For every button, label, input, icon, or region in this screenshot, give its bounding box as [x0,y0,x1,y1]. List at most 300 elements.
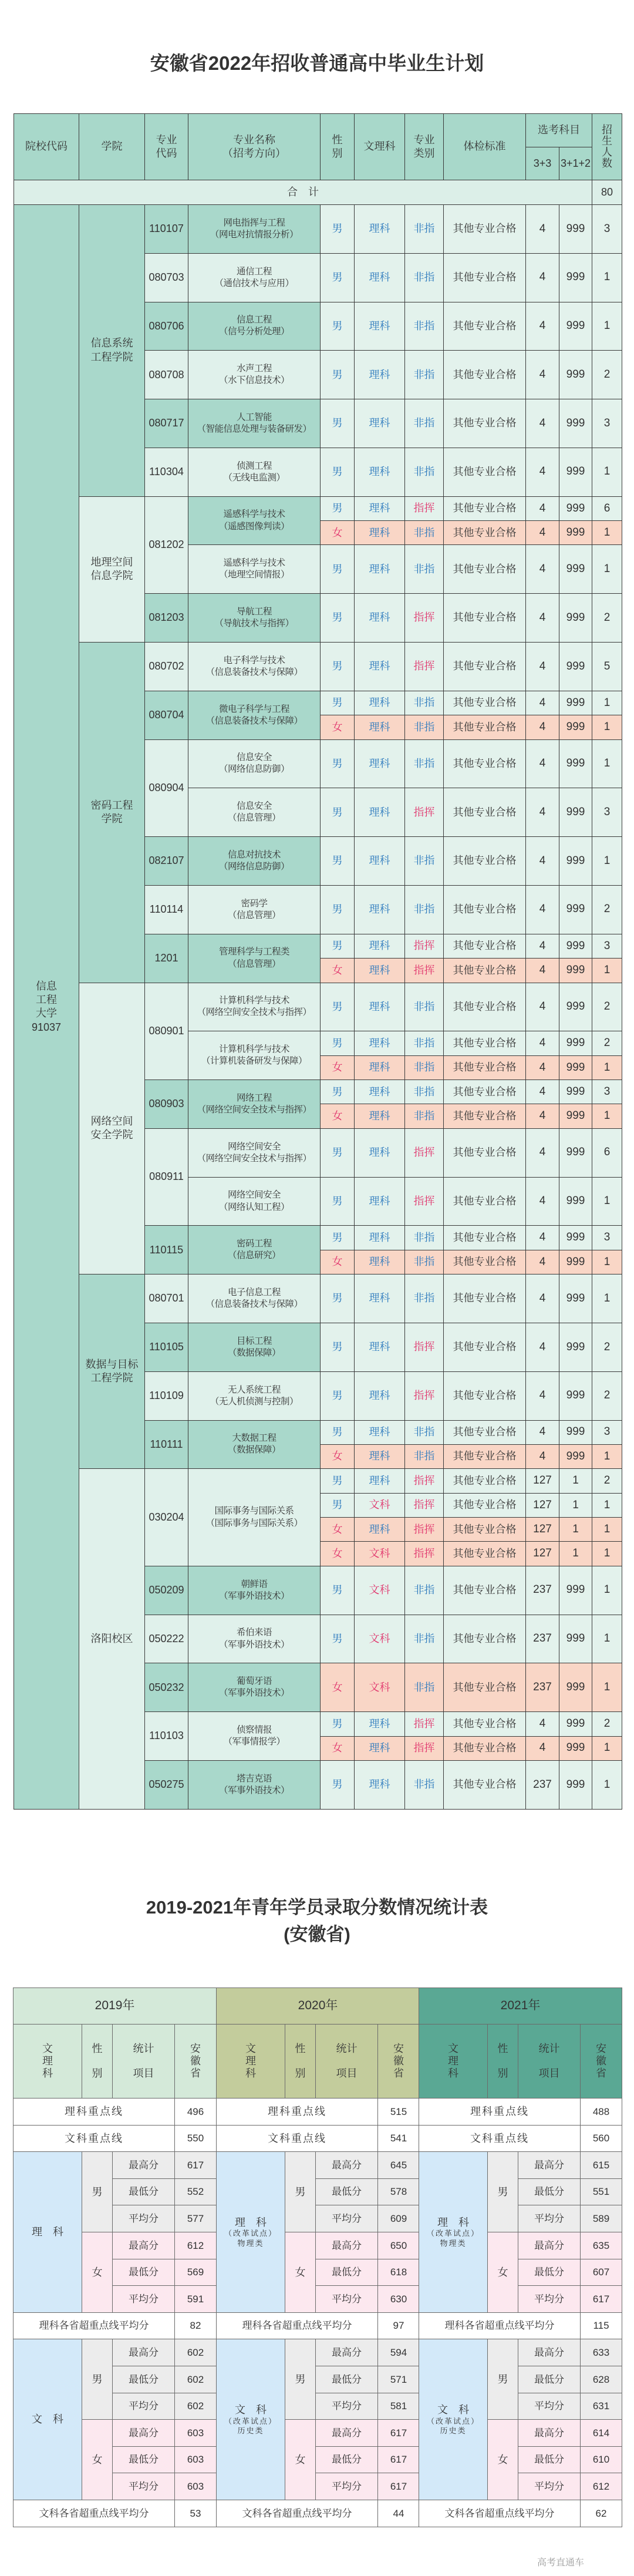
item-label: 最低分 [113,2178,175,2205]
count-cell: 5 [592,643,622,691]
sex-cell: 男 [321,253,355,302]
item-label: 最高分 [316,2339,378,2366]
major-name-cell: 网电指挥与工程 （网电对抗情报分析） [188,205,321,254]
major-code-cell: 080717 [145,399,188,448]
sex-cell: 女 [321,715,355,739]
score-value: 571 [378,2366,420,2393]
subject-cell: 理科 [355,983,405,1031]
type-cell: 指挥 [405,594,444,643]
count-cell: 1 [592,739,622,788]
count-cell: 1 [592,715,622,739]
sex-cell: 男 [321,691,355,715]
score-value: 617 [175,2152,217,2179]
score-value: 589 [581,2205,622,2232]
header-subject-text: 文理科 [245,2043,256,2079]
average-over-line-row [419,2312,622,2339]
major-code-cell: 081202 [145,496,188,594]
physical-cell: 其他专业合格 [444,1104,526,1128]
elective-3-3-cell: 237 [526,1566,559,1615]
elective-3-1-2-cell: 1 [559,1542,592,1566]
sex-cell: 男 [321,837,355,886]
major-name-cell: 计算机科学与技术 （网络空间安全技术与指挥） [188,983,321,1031]
subject-cell: 理科 [355,643,405,691]
score-value: 631 [581,2393,622,2420]
subject-cell [419,2339,488,2500]
type-cell: 指挥 [405,1542,444,1566]
subject-cell: 理科 [355,1323,405,1371]
average-over-line-row [14,2500,217,2527]
elective-3-3-cell: 4 [526,1444,559,1468]
subject-cell: 理科 [355,351,405,399]
subject-cell: 文科 [355,1542,405,1566]
subject-cell: 理科 [355,1274,405,1323]
item-label: 最低分 [316,2178,378,2205]
elective-3-3-cell: 127 [526,1542,559,1566]
major-name-cell: 遥感科学与技术 （地理空间情报） [188,545,321,594]
count-cell: 6 [592,1128,622,1177]
college-cell: 地理空间 信息学院 [79,496,145,642]
item-label: 最高分 [518,2339,581,2366]
major-name-cell: 信息安全 （网络信息防御） [188,739,321,788]
count-cell: 2 [592,1323,622,1371]
type-cell: 非指 [405,253,444,302]
elective-3-3-cell: 4 [526,959,559,983]
subject-cell [14,2339,82,2500]
average-over-line-value: 53 [175,2500,217,2527]
item-label: 最低分 [316,2259,378,2286]
elective-3-3-cell: 4 [526,837,559,886]
header-major-code: 专业 代码 [145,114,188,180]
type-cell: 指挥 [405,496,444,520]
physical-cell: 其他专业合格 [444,1080,526,1104]
average-over-line-value: 97 [378,2312,420,2339]
subject-cell: 理科 [355,253,405,302]
elective-3-1-2-cell: 999 [559,1080,592,1104]
major-code-cell: 050275 [145,1761,188,1810]
elective-3-1-2-cell: 999 [559,448,592,496]
score-value: 581 [378,2393,420,2420]
subject-note: （改革试点） 历史类 [224,2416,277,2435]
average-over-line-row [419,2500,622,2527]
score-value: 617 [378,2446,420,2473]
major-name-cell: 葡萄牙语 （军事外语技术） [188,1663,321,1712]
elective-3-3-cell: 4 [526,788,559,837]
sex-cell: 男 [321,1493,355,1517]
subject-label: 理 科 [235,2216,267,2228]
elective-3-1-2-cell: 1 [559,1469,592,1493]
sex-cell: 男 [321,788,355,837]
sex-cell: 女 [321,1663,355,1712]
sex-cell: 男 [321,205,355,254]
physical-cell: 其他专业合格 [444,983,526,1031]
header-province [175,2025,217,2099]
key-line-label: 理科重点线 [217,2099,378,2126]
item-label: 最低分 [113,2259,175,2286]
elective-3-3-cell: 4 [526,1371,559,1420]
item-label: 平均分 [113,2286,175,2313]
sex-cell: 女 [82,2232,113,2312]
type-cell: 指挥 [405,1371,444,1420]
physical-cell: 其他专业合格 [444,1518,526,1542]
key-line-label: 理科重点线 [419,2099,581,2126]
major-name-cell: 电子科学与技术 （信息装备技术与保障） [188,643,321,691]
count-cell: 2 [592,983,622,1031]
major-code-cell: 110115 [145,1226,188,1274]
sex-cell: 男 [488,2152,518,2232]
elective-3-3-cell: 4 [526,1274,559,1323]
subject-cell: 理科 [355,788,405,837]
major-name-cell: 人工智能 （智能信息处理与装备研发） [188,399,321,448]
count-cell: 1 [592,448,622,496]
type-cell: 指挥 [405,1469,444,1493]
sex-cell: 男 [321,885,355,934]
year-header-row [419,1988,622,2025]
elective-3-3-cell: 4 [526,302,559,351]
header-physical: 体检标准 [444,114,526,180]
elective-3-1-2-cell: 999 [559,1055,592,1080]
type-cell: 非指 [405,739,444,788]
type-cell: 非指 [405,1274,444,1323]
key-line-label: 文科重点线 [14,2125,175,2152]
major-name-cell: 目标工程 （数据保障） [188,1323,321,1371]
elective-3-1-2-cell: 999 [559,1444,592,1468]
item-label: 最高分 [113,2420,175,2447]
elective-3-1-2-cell: 999 [559,1371,592,1420]
type-cell: 指挥 [405,1493,444,1517]
type-cell: 非指 [405,1420,444,1444]
key-line-row [217,2125,420,2152]
subject-cell: 文科 [355,1615,405,1663]
subject-cell: 理科 [355,496,405,520]
elective-3-3-cell: 4 [526,1712,559,1736]
type-cell: 非指 [405,885,444,934]
item-label: 平均分 [113,2473,175,2500]
score-row [217,2152,420,2179]
elective-3-1-2-cell: 999 [559,1177,592,1226]
subject-cell [419,2152,488,2313]
year-table-2020 [216,1988,420,2527]
sex-cell: 男 [321,983,355,1031]
key-line-label: 文科重点线 [419,2125,581,2152]
major-code-cell: 030204 [145,1469,188,1566]
count-cell: 2 [592,1031,622,1055]
elective-3-1-2-cell: 999 [559,1736,592,1760]
elective-3-3-cell: 127 [526,1469,559,1493]
score-value: 628 [581,2366,622,2393]
sex-cell: 男 [321,1323,355,1371]
type-cell: 非指 [405,521,444,545]
physical-cell: 其他专业合格 [444,1444,526,1468]
table-row [14,1274,622,1299]
score-value: 614 [581,2420,622,2447]
physical-cell: 其他专业合格 [444,1128,526,1177]
count-cell: 2 [592,594,622,643]
major-code-cell: 080904 [145,739,188,837]
subject-cell: 理科 [355,1761,405,1810]
major-name-cell: 无人系统工程 （无人机侦测与控制） [188,1371,321,1420]
score-value: 609 [378,2205,420,2232]
major-code-cell: 080708 [145,351,188,399]
header-subject: 文理科 [355,114,405,180]
type-cell: 非指 [405,1104,444,1128]
major-code-cell: 110103 [145,1712,188,1761]
elective-3-1-2-cell: 999 [559,1566,592,1615]
header-subject-text: 文理科 [42,2043,53,2079]
count-cell: 1 [592,1444,622,1468]
elective-3-3-cell: 4 [526,521,559,545]
major-code-cell: 050222 [145,1615,188,1663]
physical-cell: 其他专业合格 [444,253,526,302]
key-line-row [419,2099,622,2126]
item-label: 最高分 [113,2339,175,2366]
type-cell: 非指 [405,1615,444,1663]
sex-cell: 女 [285,2232,316,2312]
sex-cell: 男 [321,496,355,520]
sex-cell: 女 [285,2420,316,2500]
sex-cell: 男 [321,1371,355,1420]
score-row [14,2152,217,2179]
table-row [14,983,622,1007]
key-line-value: 541 [378,2125,420,2152]
elective-3-3-cell: 4 [526,496,559,520]
header-major-name: 专业名称 （招考方向） [188,114,321,180]
score-value: 607 [581,2259,622,2286]
sex-cell: 女 [321,1736,355,1760]
sex-cell: 男 [321,1761,355,1810]
physical-cell: 其他专业合格 [444,959,526,983]
major-name-cell: 信息安全 （信息管理） [188,788,321,837]
elective-3-1-2-cell: 999 [559,1128,592,1177]
item-label: 最低分 [518,2259,581,2286]
major-name-cell: 侦测工程 （无线电监测） [188,448,321,496]
header-subject [14,2025,82,2099]
physical-cell: 其他专业合格 [444,1420,526,1444]
physical-cell: 其他专业合格 [444,837,526,886]
score-value: 594 [378,2339,420,2366]
major-code-cell: 110304 [145,448,188,496]
subject-cell: 理科 [355,302,405,351]
watermark: 高考直通车 [537,2558,584,2568]
major-code-cell: 110111 [145,1420,188,1469]
subject-label: 文 科 [32,2413,63,2426]
score-value: 650 [378,2232,420,2259]
type-cell: 非指 [405,1250,444,1274]
count-cell: 1 [592,1250,622,1274]
average-over-line-label: 理科各省超重点线平均分 [14,2312,175,2339]
header-subject-text: 文理科 [447,2043,458,2079]
sex-cell: 男 [321,1226,355,1250]
enrollment-plan-table [14,113,622,1810]
elective-3-1-2-cell: 999 [559,959,592,983]
key-line-value: 496 [175,2099,217,2126]
elective-3-1-2-cell: 1 [559,1518,592,1542]
count-cell: 2 [592,351,622,399]
total-label: 合 计 [14,180,592,205]
college-cell: 数据与目标 工程学院 [79,1274,145,1469]
elective-3-1-2-cell: 999 [559,1615,592,1663]
subject-cell: 理科 [355,1518,405,1542]
subject-cell: 理科 [355,1055,405,1080]
sex-cell: 女 [321,1055,355,1080]
type-cell: 非指 [405,1080,444,1104]
physical-cell: 其他专业合格 [444,1055,526,1080]
type-cell: 非指 [405,715,444,739]
elective-3-3-cell: 237 [526,1615,559,1663]
subject-cell: 理科 [355,1128,405,1177]
item-label: 平均分 [518,2286,581,2313]
elective-3-3-cell: 237 [526,1761,559,1810]
type-cell: 非指 [405,205,444,254]
count-cell: 1 [592,1566,622,1615]
sex-cell: 男 [321,1566,355,1615]
elective-3-3-cell: 4 [526,253,559,302]
key-line-row [14,2125,217,2152]
count-cell: 1 [592,691,622,715]
elective-3-1-2-cell: 999 [559,788,592,837]
major-name-cell: 水声工程 （水下信息技术） [188,351,321,399]
sex-cell: 男 [321,1177,355,1226]
score-value: 617 [581,2286,622,2313]
type-cell: 非指 [405,448,444,496]
major-code-cell: 110105 [145,1323,188,1371]
elective-3-3-cell: 4 [526,983,559,1031]
elective-3-1-2-cell: 999 [559,545,592,594]
header-item-text: 统计 项目 [133,2043,154,2079]
physical-cell: 其他专业合格 [444,521,526,545]
score-value: 610 [581,2446,622,2473]
count-cell: 1 [592,1177,622,1226]
physical-cell: 其他专业合格 [444,934,526,958]
physical-cell: 其他专业合格 [444,643,526,691]
score-value: 578 [378,2178,420,2205]
sex-cell: 女 [321,1104,355,1128]
header-item-text: 统计 项目 [336,2043,358,2079]
count-cell: 1 [592,959,622,983]
item-label: 最高分 [518,2232,581,2259]
table-row [14,205,622,229]
header-sex-text: 性 别 [295,2043,306,2079]
subject-cell [217,2339,285,2500]
elective-3-1-2-cell: 999 [559,1226,592,1250]
sex-cell: 男 [285,2339,316,2420]
score-row [217,2339,420,2366]
score-value: 617 [378,2420,420,2447]
major-code-cell: 080703 [145,253,188,302]
subject-cell: 理科 [355,1104,405,1128]
sex-cell: 男 [321,1274,355,1323]
count-cell: 1 [592,545,622,594]
major-name-cell: 密码工程 （信息研究） [188,1226,321,1274]
elective-3-1-2-cell: 1 [559,1493,592,1517]
elective-3-1-2-cell: 999 [559,1663,592,1712]
sex-cell: 男 [321,302,355,351]
major-code-cell: 1201 [145,934,188,983]
average-over-line-value: 44 [378,2500,420,2527]
year-table-2019 [13,1988,217,2527]
plan-title: 安徽省2022年招收普通高中毕业生计划 [150,52,484,74]
sex-cell: 女 [321,1518,355,1542]
header-province [581,2025,622,2099]
count-cell: 1 [592,1055,622,1080]
physical-cell: 其他专业合格 [444,1566,526,1615]
type-cell: 非指 [405,983,444,1031]
average-over-line-value: 115 [581,2312,622,2339]
elective-3-3-cell: 4 [526,594,559,643]
major-name-cell: 侦察情报 （军事情报学） [188,1712,321,1761]
physical-cell: 其他专业合格 [444,1371,526,1420]
header-college: 学院 [79,114,145,180]
major-name-cell: 网络工程 （网络空间安全技术与指挥） [188,1080,321,1129]
count-cell: 1 [592,837,622,886]
physical-cell: 其他专业合格 [444,715,526,739]
count-cell: 3 [592,934,622,958]
score-value: 612 [175,2232,217,2259]
year-label: 2019年 [14,1988,217,2025]
elective-3-3-cell: 4 [526,715,559,739]
elective-3-3-cell: 4 [526,1736,559,1760]
score-value: 618 [378,2259,420,2286]
count-cell: 1 [592,253,622,302]
header-sex [488,2025,518,2099]
header-item [518,2025,581,2099]
key-line-row [14,2099,217,2126]
physical-cell: 其他专业合格 [444,1274,526,1323]
elective-3-1-2-cell: 999 [559,1031,592,1055]
table-row [14,496,622,520]
header-item [113,2025,175,2099]
elective-3-1-2-cell: 999 [559,1250,592,1274]
item-label: 最高分 [518,2420,581,2447]
elective-3-3-cell: 4 [526,205,559,254]
total-value: 80 [592,180,622,205]
stats-title: 2019-2021年青年学员录取分数情况统计表 [146,1897,488,1918]
subject-note: （改革试点） 物理类 [426,2229,480,2248]
score-value: 603 [175,2446,217,2473]
key-line-label: 理科重点线 [14,2099,175,2126]
physical-cell: 其他专业合格 [444,1736,526,1760]
item-label: 最低分 [316,2366,378,2393]
type-cell: 非指 [405,351,444,399]
sex-cell: 男 [321,1128,355,1177]
elective-3-3-cell: 4 [526,691,559,715]
subject-cell: 理科 [355,1736,405,1760]
header-elective: 选考科目 [526,114,592,147]
sex-cell: 男 [321,1420,355,1444]
header-province [378,2025,420,2099]
major-name-cell: 微电子科学与工程 （信息装备技术与保障） [188,691,321,739]
count-cell: 1 [592,1493,622,1517]
stats-subtitle: (安徽省) [284,1924,350,1945]
elective-3-1-2-cell: 999 [559,205,592,254]
subject-note: （改革试点） 历史类 [426,2416,480,2435]
score-value: 612 [581,2473,622,2500]
sex-cell: 男 [82,2152,113,2232]
score-row [419,2339,622,2366]
score-row [14,2339,217,2366]
subject-cell: 理科 [355,1469,405,1493]
major-name-cell: 管理科学与工程类 （信息管理） [188,934,321,983]
university-cell: 信息 工程 大学 91037 [14,205,79,1810]
elective-3-1-2-cell: 999 [559,1323,592,1371]
score-value: 617 [378,2473,420,2500]
college-cell: 信息系统 工程学院 [79,205,145,497]
subject-cell: 文科 [355,1493,405,1517]
elective-3-3-cell: 4 [526,1226,559,1250]
sex-cell: 男 [321,1080,355,1104]
subject-cell: 理科 [355,521,405,545]
key-line-value: 560 [581,2125,622,2152]
count-cell: 2 [592,1469,622,1493]
